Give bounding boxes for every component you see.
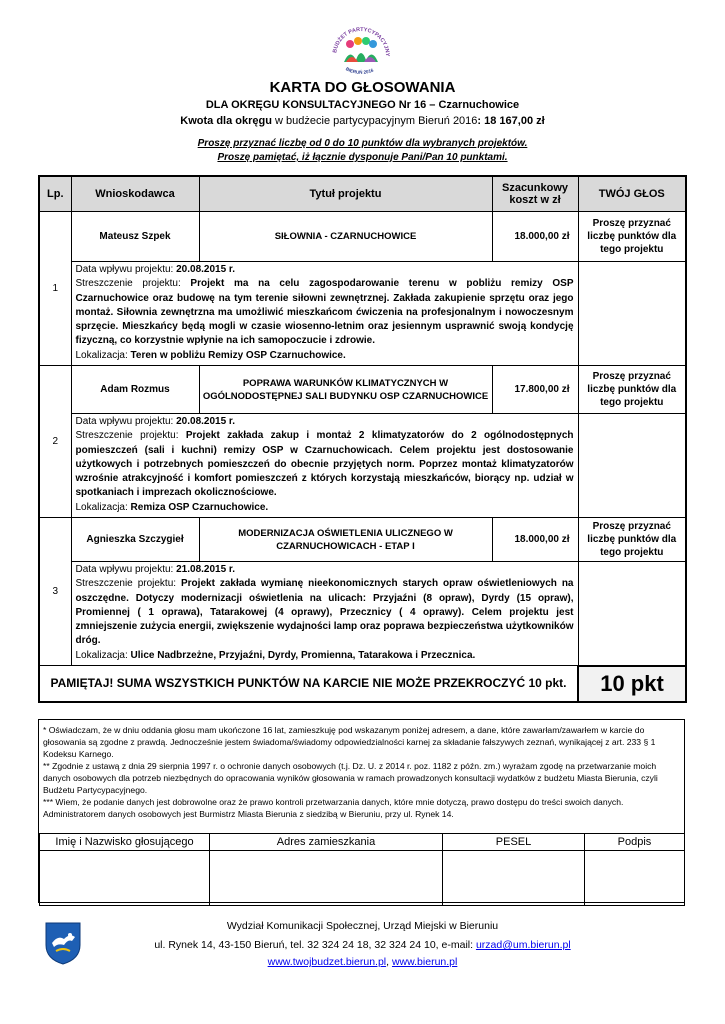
page-title: KARTA DO GŁOSOWANIA <box>269 79 456 96</box>
vote-input-cell[interactable] <box>578 414 686 518</box>
project-cost: 17.800,00 zł <box>492 366 578 414</box>
project-description: Data wpływu projektu: 21.08.2015 r. Streszczenie projektu: Projekt zakłada wymianę nieekonomicznych starych opraw oświetleniowych na oszczędne. Dotyczy modernizacji oświetlenia na ulicach: Przyjaźni (8 opraw), Dyrdy (15 opraw), Promiennej ( 1 oprawa), Tatarakowej (4 oprawy), Przecznicy ( 4 oprawy). Celem projektu jest zmniejszenie zużycia energii, zwiększenie wydajności lamp oraz poprawa bezpieczeństwa użytkowników dróg. Lokalizacja: Ulice Nadbrzeżne, Przyjaźni, Dyrdy, Promienna, Tatarakowa i Przecznica. <box>71 562 578 666</box>
header-lp: Lp. <box>39 176 71 212</box>
vote-prompt: Proszę przyznać liczbę punktów dla tego projektu <box>578 212 686 262</box>
header-title: Tytuł projektu <box>199 176 492 212</box>
sum-row <box>39 666 686 702</box>
project-lp: 2 <box>39 366 71 518</box>
voter-address-header: Adres zamieszkania <box>210 834 443 851</box>
project-row <box>39 366 686 414</box>
footer-address: ul. Rynek 14, 43-150 Bieruń, tel. 32 324 24 18, 32 324 24 10, e-mail: urzad@um.bierun.pl <box>154 939 571 951</box>
project-title: MODERNIZACJA OŚWIETLENIA ULICZNEGO W CZARNUCHOWICACH - ETAP I <box>199 518 492 562</box>
declaration-box <box>38 719 685 903</box>
budget-website-link[interactable]: www.twojbudzet.bierun.pl <box>267 956 387 968</box>
sum-warning: PAMIĘTAJ! SUMA WSZYSTKICH PUNKTÓW NA KARCIE NIE MOŻE PRZEKROCZYĆ 10 pkt. <box>39 666 578 702</box>
project-row <box>39 518 686 562</box>
project-cost: 18.000,00 zł <box>492 518 578 562</box>
header-cost: Szacunkowy koszt w zł <box>492 176 578 212</box>
declaration-p2: ** Zgodnie z ustawą z dnia 29 sierpnia 1997 r. o ochronie danych osobowych (t.j. Dz. U. z 2014 r. poz. 1182 z późn. zm.) wyrażam zgodę na przetwarzanie moich danych osobowych dla potrzeb niezbędnych do opracowania wyników głosowania w ramach prowadzonych konsultacji wydatków z budżetu Miasta Bierunia, czyli Budżetu Partycypacyjnego. <box>43 761 658 795</box>
header-author: Wnioskodawca <box>71 176 199 212</box>
instruction-2: Proszę pamiętać, iż łącznie dysponuje Pani/Pan 10 punktami. <box>217 152 508 163</box>
budget-logo-icon <box>328 20 394 80</box>
project-details-row <box>39 562 686 666</box>
vote-input-cell[interactable] <box>578 262 686 366</box>
project-author: Agnieszka Szczygieł <box>71 518 199 562</box>
district-amount: Kwota dla okręgu w budżecie partycypacyjnym Bieruń 2016: 18 167,00 zł <box>180 115 545 127</box>
voter-name-field[interactable] <box>40 851 210 906</box>
project-details-row <box>39 262 686 366</box>
sum-total: 10 pkt <box>578 666 686 702</box>
project-description: Data wpływu projektu: 20.08.2015 r. Streszczenie projektu: Projekt zakłada zakup i montaż 2 klimatyzatorów do 2 ogólnodostępnych pomieszczeń (sali i kuchni) remizy OSP w Czarnuchowicach. Celem projektu jest dostosowanie użytkowych i potrzebnych pomieszczeń do obecnie przyjętych norm. Poprzez montaż klimatyzatorów wzrośnie atrakcyjność i komfort pomieszczeń z których korzystają mieszkańców, biorący np. udział w spotkaniach i imprezach okolicznościowe. Lokalizacja: Remiza OSP Czarnuchowice. <box>71 414 578 518</box>
project-details-row <box>39 414 686 518</box>
vote-prompt: Proszę przyznać liczbę punktów dla tego projektu <box>578 366 686 414</box>
declaration-p3: *** Wiem, że podanie danych jest dobrowolne oraz że prawo kontroli przetwarzania danych, które mnie dotyczą, prawo dostępu do treści swoich danych. Administratorem danych osobowych jest Burmistrz Miasta Bierunia z siedzibą w Bieruniu, przy ul. Rynek 14. <box>43 797 624 819</box>
instruction-1: Proszę przyznać liczbę od 0 do 10 punktów dla wybranych projektów. <box>197 138 528 149</box>
vote-input-cell[interactable] <box>578 562 686 666</box>
voter-pesel-header: PESEL <box>443 834 585 851</box>
declaration-p1: * Oświadczam, że w dniu oddania głosu mam ukończone 16 lat, zamieszkuję pod wskazanym poniżej adresem, a dane, które zawarłam/zawarłem w karcie do głosowania są zgodne z prawdą. Jednocześnie jestem świadoma/świadomy odpowiedzialności karnej za składanie fałszywych zeznań, wynikającej z art. 233 § 1 Kodeksu Karnego. <box>43 725 656 759</box>
voter-address-field[interactable] <box>210 851 443 906</box>
table-header <box>39 176 686 212</box>
logo-text-bottom: BIERUŃ 2016 <box>344 66 375 75</box>
project-cost: 18.000,00 zł <box>492 212 578 262</box>
project-lp: 1 <box>39 212 71 366</box>
project-author: Mateusz Szpek <box>71 212 199 262</box>
voter-data-table <box>39 833 685 906</box>
project-title: POPRAWA WARUNKÓW KLIMATYCZNYCH W OGÓLNODOSTĘPNEJ SALI BUDYNKU OSP CZARNUCHOWICE <box>199 366 492 414</box>
footer-department: Wydział Komunikacji Społecznej, Urząd Miejski w Bieruniu <box>226 920 499 932</box>
project-title: SIŁOWNIA - CZARNUCHOWICE <box>199 212 492 262</box>
project-description: Data wpływu projektu: 20.08.2015 r. Streszczenie projektu: Projekt ma na celu zagospodarowanie terenu w pobliżu remizy OSP Czarnuchowice oraz budowę na tym terenie siłowni zewnętrznej. Zakłada zakupienie sprzętu oraz jego montaż. Siłownia zewnętrzna ma umożliwić mieszkańcom ćwiczenia na profesjonalnym i nowoczesnym sprzęcie. Mieszkańcy będą mogli w czasie wiosenno-letnim oraz jesiennym usprawnić swoją kondycję fizyczną, co korzystnie wpłynie na ich samopoczucie i zdrowie. Lokalizacja: Teren w pobliżu Remizy OSP Czarnuchowice. <box>71 262 578 366</box>
project-author: Adam Rozmus <box>71 366 199 414</box>
footer-links: www.twojbudzet.bierun.pl, www.bierun.pl <box>267 956 458 968</box>
logo-text-top: BUDŻET PARTYCYPACYJNY <box>332 26 391 57</box>
instructions <box>0 137 725 165</box>
district-title: DLA OKRĘGU KONSULTACYJNEGO Nr 16 – Czarnuchowice <box>205 99 520 111</box>
voter-signature-header: Podpis <box>585 834 685 851</box>
voter-signature-field[interactable] <box>585 851 685 906</box>
declaration-text <box>43 724 680 820</box>
project-lp: 3 <box>39 518 71 666</box>
svg-text:BIERUŃ 2016 <box>345 66 375 75</box>
voter-pesel-field[interactable] <box>443 851 585 906</box>
voter-name-header: Imię i Nazwisko głosującego <box>40 834 210 851</box>
email-link[interactable]: urzad@um.bierun.pl <box>475 939 571 951</box>
project-row <box>39 212 686 262</box>
vote-prompt: Proszę przyznać liczbę punktów dla tego projektu <box>578 518 686 562</box>
header-vote: TWÓJ GŁOS <box>578 176 686 212</box>
voting-table <box>38 175 687 703</box>
city-website-link[interactable]: www.bierun.pl <box>391 956 458 968</box>
